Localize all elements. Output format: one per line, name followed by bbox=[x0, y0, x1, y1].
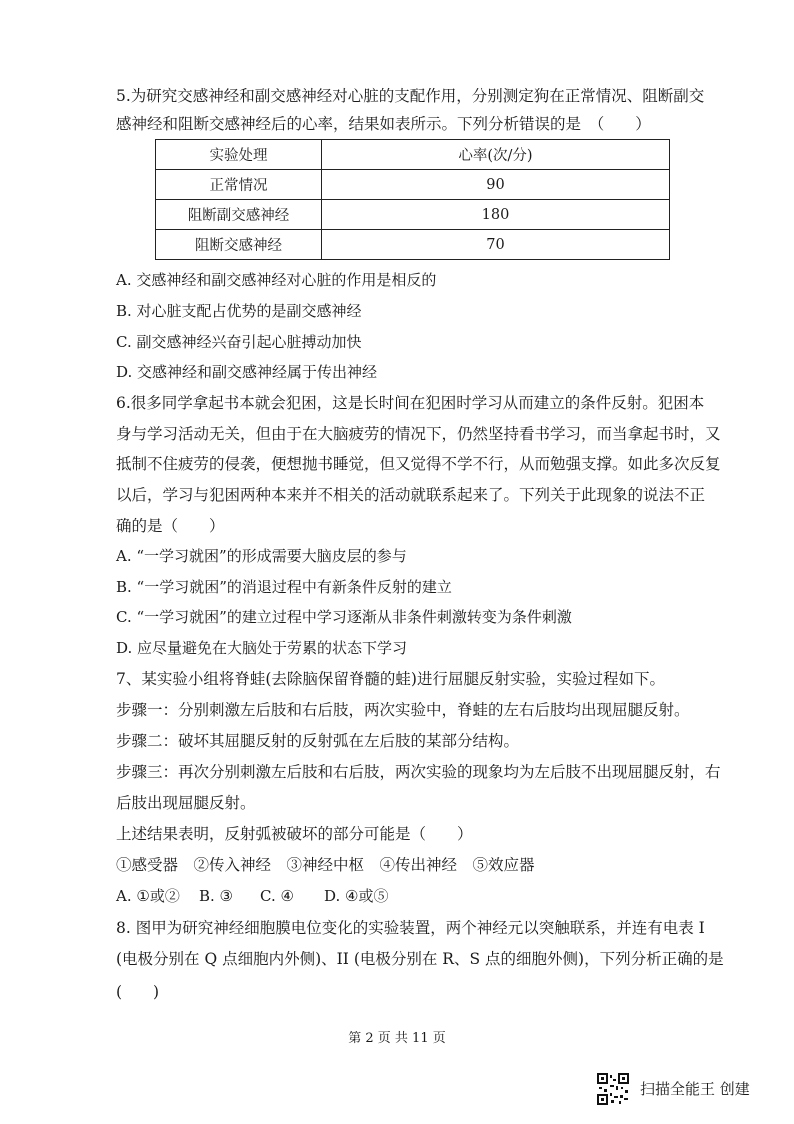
q6-stem-line-4: 以后，学习与犯困两种本来并不相关的活动就联系起来了。下列关于此现象的说法不正 bbox=[116, 486, 706, 504]
table-cell: 阻断交感神经 bbox=[156, 230, 322, 260]
q7-question: 上述结果表明，反射弧被破坏的部分可能是（ ） bbox=[116, 825, 473, 843]
q8-stem-line-3: ( ) bbox=[116, 983, 160, 1001]
table-cell: 阻断副交感神经 bbox=[156, 200, 322, 230]
table-cell: 90 bbox=[322, 170, 670, 200]
q5-heart-rate-table bbox=[155, 139, 670, 260]
page-number-footer: 第 2 页 共 11 页 bbox=[348, 1031, 446, 1046]
q7-step-3-line-1: 步骤三：再次分别刺激左后肢和右后肢，两次实验的现象均为左后肢不出现屈腿反射，右 bbox=[116, 763, 721, 781]
q5-option-b: B. 对心脏支配占优势的是副交感神经 bbox=[116, 302, 362, 320]
q7-option-a: A. ①或② bbox=[116, 887, 180, 905]
q5-option-d: D. 交感神经和副交感神经属于传出神经 bbox=[116, 363, 378, 381]
q5-option-a: A. 交感神经和副交感神经对心脏的作用是相反的 bbox=[116, 271, 437, 289]
q6-stem-line-3: 抵制不住疲劳的侵袭，便想抛书睡觉，但又觉得不学不行，从而勉强支撑。如此多次反复 bbox=[116, 455, 721, 473]
table-header-heart-rate: 心率(次/分) bbox=[322, 140, 670, 170]
table-cell: 70 bbox=[322, 230, 670, 260]
q7-option-d: D. ④或⑤ bbox=[324, 887, 389, 905]
q6-option-a: A. “一学习就困”的形成需要大脑皮层的参与 bbox=[116, 547, 407, 565]
q7-step-3-line-2: 后肢出现屈腿反射。 bbox=[116, 794, 256, 812]
q6-stem-line-2: 身与学习活动无关，但由于在大脑疲劳的情况下，仍然坚持看书学习，而当拿起书时，又 bbox=[116, 425, 721, 443]
table-cell: 180 bbox=[322, 200, 670, 230]
q7-structure-list: ①感受器 ②传入神经 ③神经中枢 ④传出神经 ⑤效应器 bbox=[116, 856, 535, 874]
q5-stem-line-2: 感神经和阻断交感神经后的心率，结果如表所示。下列分析错误的是 （ ） bbox=[116, 115, 651, 133]
q5-option-c: C. 副交感神经兴奋引起心脏搏动加快 bbox=[116, 333, 362, 351]
q7-step-1: 步骤一：分别刺激左后肢和右后肢，两次实验中，脊蛙的左右后肢均出现屈腿反射。 bbox=[116, 701, 690, 719]
q7-stem: 7、某实验小组将脊蛙(去除脑保留脊髓的蛙)进行屈腿反射实验，实验过程如下。 bbox=[116, 670, 665, 688]
table-cell: 正常情况 bbox=[156, 170, 322, 200]
q6-option-d: D. 应尽量避免在大脑处于劳累的状态下学习 bbox=[116, 639, 408, 657]
qr-code-icon bbox=[597, 1073, 629, 1105]
q6-option-b: B. “一学习就困”的消退过程中有新条件反射的建立 bbox=[116, 578, 452, 596]
table-row bbox=[156, 200, 670, 230]
scanner-watermark-text: 扫描全能王 创建 bbox=[640, 1080, 750, 1098]
q5-stem-line-1: 5.为研究交感神经和副交感神经对心脏的支配作用，分别测定狗在正常情况、阻断副交 bbox=[116, 87, 705, 105]
table-row bbox=[156, 170, 670, 200]
q7-option-b: B. ③ bbox=[199, 887, 234, 905]
q8-stem-line-1: 8. 图甲为研究神经细胞膜电位变化的实验装置，两个神经元以突触联系，并连有电表 I bbox=[116, 919, 705, 937]
table-header-row bbox=[156, 140, 670, 170]
q6-option-c: C. “一学习就困”的建立过程中学习逐渐从非条件刺激转变为条件刺激 bbox=[116, 608, 572, 626]
q7-option-c: C. ④ bbox=[260, 887, 294, 905]
table-header-treatment: 实验处理 bbox=[156, 140, 322, 170]
q7-step-2: 步骤二：破坏其屈腿反射的反射弧在左后肢的某部分结构。 bbox=[116, 732, 520, 750]
q8-stem-line-2: (电极分别在 Q 点细胞内外侧)、II (电极分别在 R、S 点的细胞外侧)，下列分析正确的是 bbox=[116, 950, 724, 968]
q6-stem-line-1: 6.很多同学拿起书本就会犯困，这是长时间在犯困时学习从而建立的条件反射。犯困本 bbox=[116, 394, 705, 412]
q6-stem-line-5: 确的是（ ） bbox=[116, 517, 225, 535]
table-row bbox=[156, 230, 670, 260]
